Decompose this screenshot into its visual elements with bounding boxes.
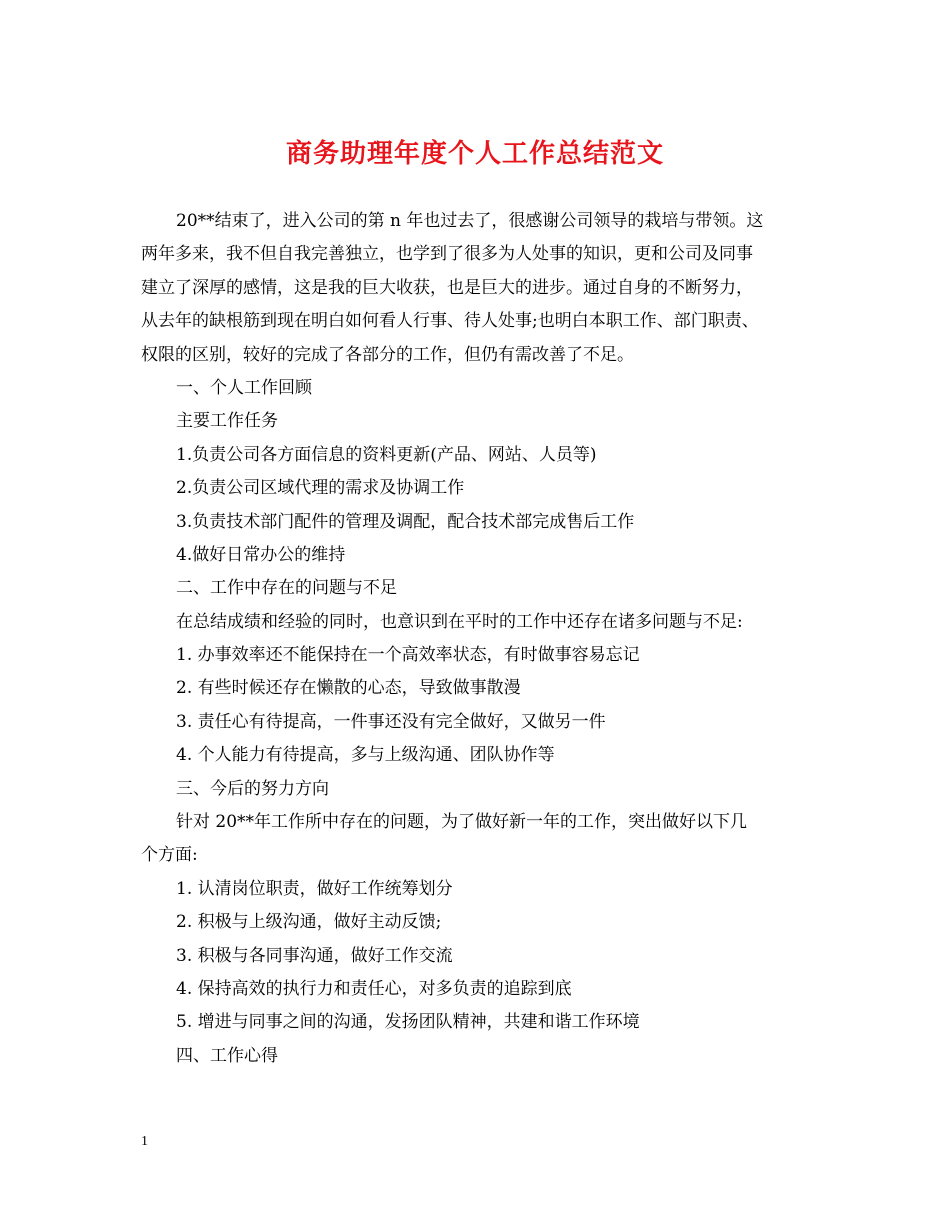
body-line: 1. 认清岗位职责，做好工作统筹划分 [176, 878, 453, 899]
body-line: 在总结成绩和经验的同时，也意识到在平时的工作中还存在诸多问题与不足: [176, 611, 743, 632]
body-line: 20**结束了，进入公司的第 n 年也过去了，很感谢公司领导的栽培与带领。这 [176, 211, 764, 231]
document-title: 商务助理年度个人工作总结范文 [285, 139, 664, 169]
page-number: 1 [141, 1134, 148, 1149]
body-line: 针对 20**年工作所中存在的问题，为了做好新一年的工作，突出做好以下几 [176, 812, 748, 833]
body-line: 3. 积极与各同事沟通，做好工作交流 [176, 945, 453, 966]
body-line: 二、工作中存在的问题与不足 [176, 578, 397, 599]
document-body [141, 205, 821, 1073]
body-line: 四、工作心得 [176, 1045, 278, 1066]
body-line: 4. 个人能力有待提高，多与上级沟通、团队协作等 [176, 745, 555, 766]
body-line: 主要工作任务 [176, 411, 278, 432]
body-line: 5. 增进与同事之间的沟通，发扬团队精神，共建和谐工作环境 [176, 1012, 640, 1033]
body-line: 个方面: [141, 845, 198, 866]
body-line: 4. 保持高效的执行力和责任心，对多负责的追踪到底 [176, 978, 572, 999]
body-line: 建立了深厚的感情，这是我的巨大收获，也是巨大的进步。通过自身的不断努力， [141, 277, 753, 298]
body-line: 2. 积极与上级沟通，做好主动反馈; [176, 912, 442, 933]
body-line: 从去年的缺根筋到现在明白如何看人行事、待人处事;也明白本职工作、部门职责、 [141, 311, 759, 332]
body-line: 一、个人工作回顾 [176, 377, 312, 398]
body-line: 三、今后的努力方向 [176, 778, 329, 799]
body-line: 3. 责任心有待提高，一件事还没有完全做好，又做另一件 [176, 711, 606, 732]
body-line: 2. 有些时候还存在懒散的心态，导致做事散漫 [176, 678, 521, 699]
body-line: 4.做好日常办公的维持 [176, 544, 346, 565]
body-line: 两年多来，我不但自我完善独立，也学到了很多为人处事的知识，更和公司及同事 [141, 244, 753, 265]
body-line: 3.负责技术部门配件的管理及调配，配合技术部完成售后工作 [176, 511, 635, 532]
body-line: 1.负责公司各方面信息的资料更新(产品、网站、人员等) [176, 444, 597, 465]
body-line: 2.负责公司区域代理的需求及协调工作 [176, 478, 465, 499]
body-line: 1. 办事效率还不能保持在一个高效率状态，有时做事容易忘记 [176, 645, 640, 666]
body-line: 权限的区别，较好的完成了各部分的工作，但仍有需改善了不足。 [141, 344, 634, 365]
